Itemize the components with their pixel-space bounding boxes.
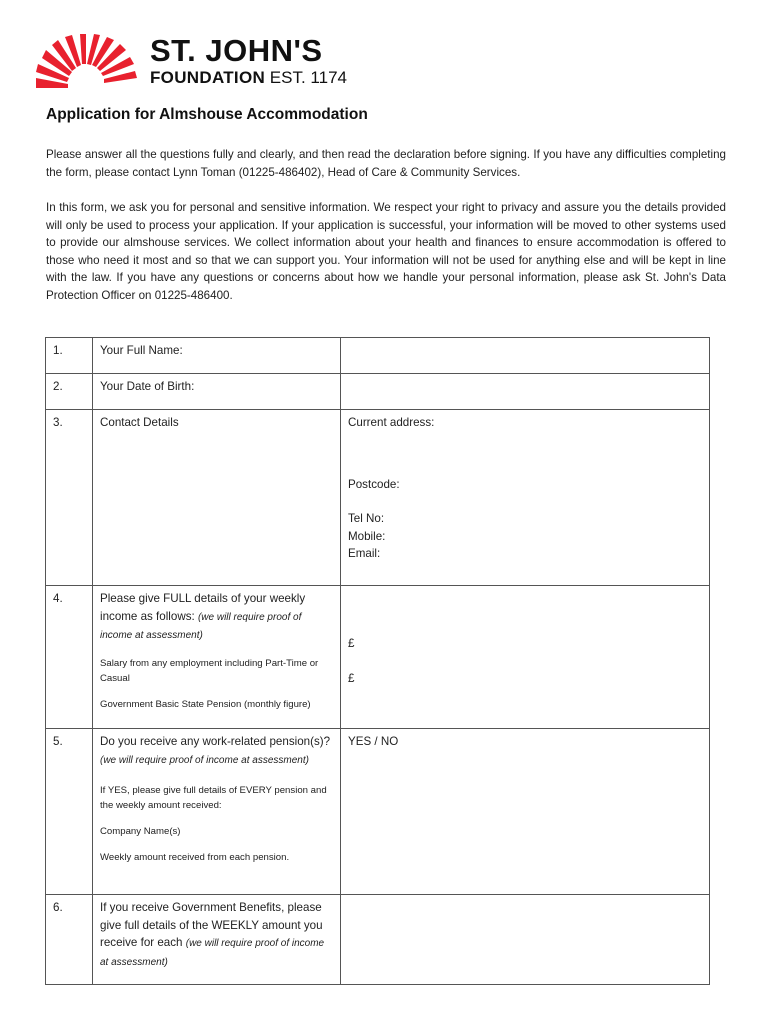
question-label: Contact Details (93, 410, 341, 586)
benefits-answer-field[interactable] (341, 895, 710, 985)
full-name-answer-field[interactable] (341, 338, 710, 374)
question-label: Please give FULL details of your weekly income as follows: (100, 592, 306, 623)
question-number: 2. (46, 374, 93, 410)
question-label: Your Full Name: (93, 338, 341, 374)
weekly-amount-label: Weekly amount received from each pension. (100, 852, 290, 863)
org-subtitle (150, 68, 347, 88)
proof-note: (we will require proof of income at assessment) (100, 938, 325, 968)
email-label: Email: (348, 547, 381, 560)
question-number: 5. (46, 729, 93, 895)
mobile-label: Mobile: (348, 529, 386, 543)
question-label-cell (93, 586, 341, 729)
proof-note: (we will require proof of income at assessment) (100, 611, 302, 641)
salary-pound-sign: £ (348, 637, 355, 650)
pension-detail-instruction: If YES, please give full details of EVERY pension and the weekly amount received: (100, 785, 327, 811)
postcode-label: Postcode: (348, 477, 400, 491)
table-row-contact-details (46, 410, 710, 586)
question-number: 3. (46, 410, 93, 586)
question-number: 6. (46, 895, 93, 985)
question-number: 4. (46, 586, 93, 729)
dob-answer-field[interactable] (341, 374, 710, 410)
table-row-work-pension (46, 729, 710, 895)
foundation-logo (34, 34, 364, 94)
table-row-government-benefits (46, 895, 710, 985)
intro-paragraph-2: In this form, we ask you for personal and sensitive information. We respect your right to privacy and assure you the details provided will only be used to process your application. If your application is successful, your information will be moved to other systems used to provide our almshouse services. We collect information about your health and finances to ensure accommodation is offered to those who need it most and so that we can support you. Your information will not be used for anything else and will be kept in line with the law. If you have any questions or concerns about how we handle your personal information, please ask St. John's Data Protection Officer on 01225-486400. (46, 201, 726, 302)
org-name: ST. JOHN'S (150, 33, 323, 68)
page-title: Application for Almshouse Accommodation (46, 106, 368, 123)
pension-answer-field[interactable] (341, 729, 710, 895)
current-address-label: Current address: (348, 416, 435, 429)
question-label: If you receive Government Benefits, please give full details of the WEEKLY amount you receive for each (100, 901, 323, 949)
question-label-cell (93, 729, 341, 895)
question-label: Do you receive any work-related pension(s)? (100, 735, 331, 748)
question-label: Your Date of Birth: (93, 374, 341, 410)
table-row-date-of-birth (46, 374, 710, 410)
org-est: EST. 1174 (269, 68, 347, 87)
company-name-label: Company Name(s) (100, 826, 181, 837)
sunburst-icon (34, 34, 144, 94)
salary-label: Salary from any employment including Part-Time or Casual (100, 657, 319, 684)
org-sub-bold: FOUNDATION (150, 68, 266, 87)
contact-answer-field[interactable] (341, 410, 710, 586)
yes-no-option: YES / NO (348, 735, 399, 748)
state-pension-label: Government Basic State Pension (monthly figure) (100, 698, 311, 710)
table-row-weekly-income (46, 586, 710, 729)
table-row-full-name (46, 338, 710, 374)
pension-pound-sign: £ (348, 671, 355, 685)
question-number: 1. (46, 338, 93, 374)
income-answer-field[interactable] (341, 586, 710, 729)
tel-label: Tel No: (348, 512, 385, 525)
intro-paragraph-1: Please answer all the questions fully and clearly, and then read the declaration before signing. If you have any difficulties completing the form, please contact Lynn Toman (01225-486402), Head of Care & Community Services. (46, 148, 726, 179)
question-label-cell (93, 895, 341, 985)
proof-note: (we will require proof of income at assessment) (100, 754, 309, 766)
application-form-table (45, 337, 710, 985)
